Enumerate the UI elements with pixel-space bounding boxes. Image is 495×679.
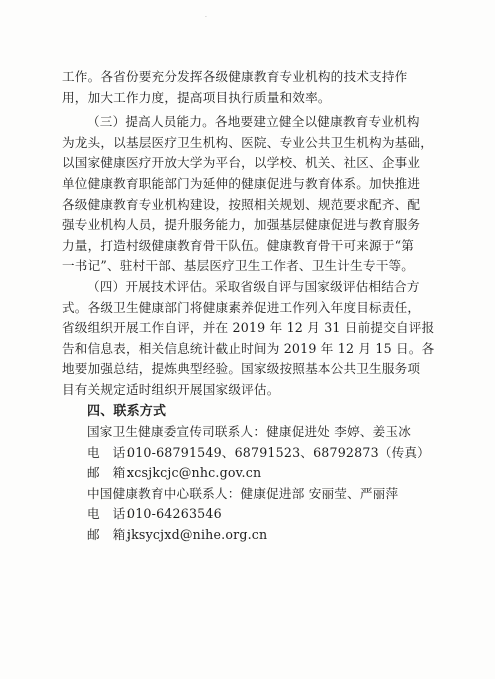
- contact-email-row: [62, 463, 444, 484]
- scan-mark: ·: [205, 14, 207, 21]
- text-line: 单位健康教育职能部门为延伸的健康促进与教育体系。加快推进: [62, 175, 421, 191]
- contact-block-nhc: [62, 422, 444, 484]
- text-line: 式。各级卫生健康部门将健康素养促进工作列入年度目标责任，: [62, 299, 421, 315]
- phone-value: 010-68791549、68791523、68792873（传真）: [127, 444, 430, 460]
- contact-block-cche: [62, 484, 444, 546]
- text-line: 力量，打造村级健康教育骨干队伍。健康教育骨干可来源于“第: [62, 237, 415, 253]
- text-line: （三）提高人员能力。各地要建立健全以健康教育专业机构: [87, 114, 420, 130]
- paragraph-technical-evaluation: [62, 277, 444, 401]
- phone-label: 电 话：: [87, 444, 139, 460]
- text-line: 地要加强总结，提炼典型经验。国家级按照基本公共卫生服务项: [62, 361, 421, 377]
- contact-phone-row: [62, 443, 444, 464]
- paragraph-improve-capacity: [62, 112, 444, 277]
- email-value: xcsjkcjc@nhc.gov.cn: [127, 465, 262, 481]
- text-line: 以国家健康医疗开放大学为平台，以学校、机关、社区、企事业: [62, 155, 421, 171]
- phone-label: 电 话：: [87, 506, 139, 522]
- text-line: 告和信息表，相关信息统计截止时间为 2019 年 12 月 15 日。各: [62, 340, 435, 356]
- contact-phone-row: [62, 504, 444, 525]
- text-line: 强专业机构人员，提升服务能力，加强基层健康促进与教育服务: [62, 217, 421, 233]
- text-line: （四）开展技术评估。采取省级自评与国家级评估相结合方: [87, 278, 420, 294]
- email-label: 邮 箱：: [87, 465, 139, 481]
- contact-name: 国家卫生健康委宣传司联系人：健康促进处 李婷、姜玉冰: [87, 424, 412, 440]
- text-line: 省级组织开展工作自评，并在 2019 年 12 月 31 日前提交自评报: [62, 320, 435, 336]
- email-label: 邮 箱：: [87, 527, 139, 543]
- contact-email-row: [62, 525, 444, 546]
- text-line: 各级健康教育专业机构建设，按照相关规划、规范要求配齐、配: [62, 196, 421, 212]
- phone-value: 010-64263546: [127, 506, 222, 522]
- text-line: 为龙头，以基层医疗卫生机构、医院、专业公共卫生机构为基础，: [62, 134, 434, 150]
- contact-name: 中国健康教育中心联系人：健康促进部 安丽莹、严丽萍: [87, 485, 399, 501]
- section-heading-contact: 四、联系方式: [87, 403, 167, 419]
- text-line: 一书记”、驻村干部、基层医疗卫生工作者、卫生计生专干等。: [62, 258, 415, 274]
- email-value: jksycjxd@nihe.org.cn: [127, 527, 268, 543]
- text-line: 目有关规定适时组织开展国家级评估。: [62, 381, 280, 397]
- text-line: 用，加大工作力度，提高项目执行质量和效率。: [62, 89, 331, 105]
- paragraph-continuation: [62, 67, 444, 108]
- text-line: 工作。各省份要充分发挥各级健康教育专业机构的技术支持作: [62, 69, 408, 84]
- document-body: [62, 67, 444, 546]
